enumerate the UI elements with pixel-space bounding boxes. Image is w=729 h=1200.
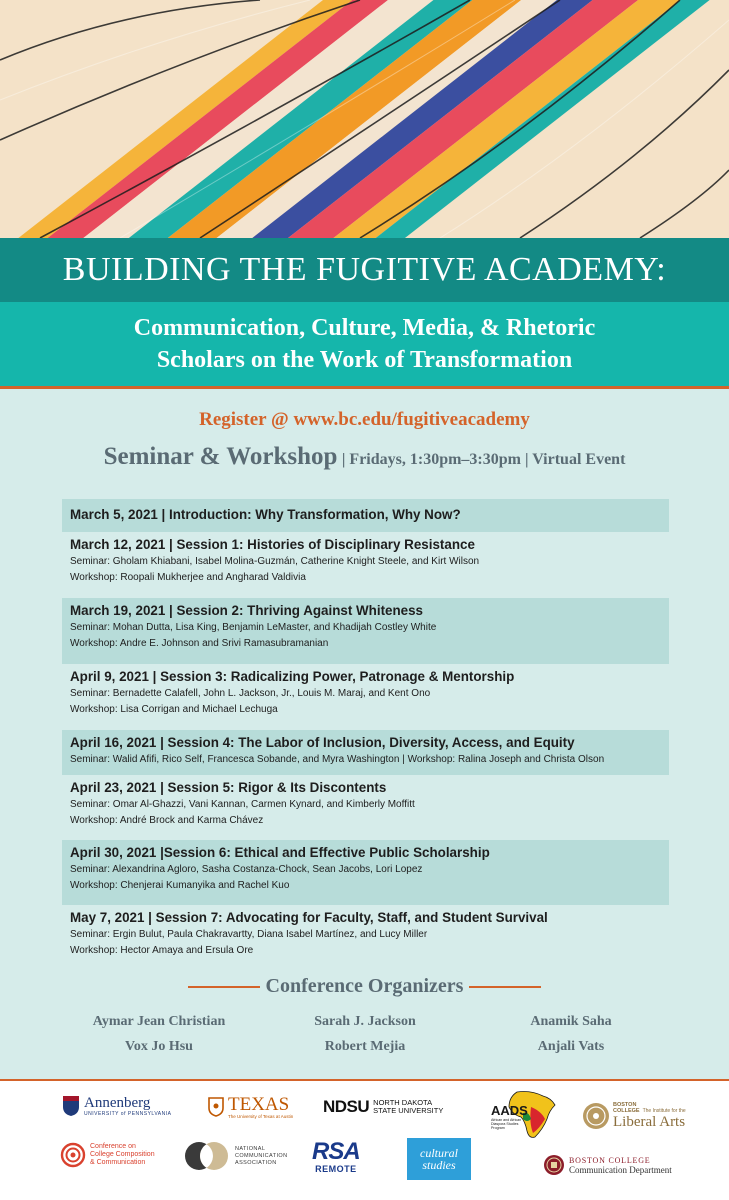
- organizer-name: Anjali Vats: [537, 1039, 605, 1054]
- organizer-name: Sarah J. Jackson: [314, 1014, 416, 1029]
- bc-seal-icon: [543, 1154, 565, 1176]
- register-link[interactable]: Register @ www.bc.edu/fugitiveacademy: [199, 409, 530, 430]
- annenberg-sub: UNIVERSITY of PENNSYLVANIA: [84, 1110, 172, 1117]
- session-workshop: Workshop: André Brock and Karma Chávez: [70, 815, 264, 826]
- organizer-name: Anamik Saha: [530, 1014, 612, 1029]
- organizer-name: Vox Jo Hsu: [125, 1039, 193, 1054]
- penn-shield-icon: [62, 1095, 80, 1117]
- annenberg-name: Annenberg: [84, 1094, 151, 1111]
- aads-logo: [487, 1089, 565, 1141]
- cccc-logo: [60, 1142, 155, 1168]
- nca-logo: [184, 1141, 287, 1171]
- session-heading: May 7, 2021 | Session 7: Advocating for Faculty, Staff, and Student Survival: [70, 910, 548, 925]
- organizers-heading: [0, 975, 729, 998]
- session-seminar: Seminar: Ergin Bulut, Paula Chakravartty, Diana Isabel Martínez, and Lucy Miller: [70, 929, 428, 940]
- patterned-fabric-illustration: [0, 0, 729, 238]
- nca-line-1: NATIONAL: [235, 1145, 266, 1152]
- page-title: BUILDING THE FUGITIVE ACADEMY:: [62, 251, 667, 288]
- annenberg-logo: [62, 1095, 171, 1117]
- session-4: [62, 730, 669, 775]
- subtitle-line-1: Communication, Culture, Media, & Rhetoric: [133, 315, 596, 341]
- session-seminar: Seminar: Alexandrina Agloro, Sasha Costanza-Chock, Sean Jacobs, Lori Lopez: [70, 864, 423, 875]
- bc-comm-line-2: Communication Department: [569, 1164, 672, 1175]
- hero-artwork: [0, 0, 729, 238]
- bc-comm-line-1: BOSTON COLLEGE: [569, 1155, 651, 1165]
- session-seminar: Seminar: Walid Afifi, Rico Self, Francesca Sobande, and Myra Washington | Workshop: Ralina Joseph and Christa Olson: [70, 754, 605, 765]
- nca-line-2: COMMUNICATION: [235, 1152, 288, 1159]
- session-7: [62, 905, 669, 967]
- rsa-remote-logo: [312, 1140, 360, 1174]
- session-intro: [62, 499, 669, 532]
- organizer-name: Aymar Jean Christian: [92, 1014, 226, 1029]
- session-heading: April 16, 2021 | Session 4: The Labor of Inclusion, Diversity, Access, and Equity: [70, 735, 575, 750]
- session-workshop: Workshop: Andre E. Johnson and Srivi Ramasubramanian: [70, 638, 329, 649]
- session-seminar: Seminar: Bernadette Calafell, John L. Jackson, Jr., Louis M. Maraj, and Kent Ono: [70, 688, 431, 699]
- aads-line-1: African and African: [491, 1118, 522, 1122]
- session-heading: March 19, 2021 | Session 2: Thriving Against Whiteness: [70, 603, 424, 618]
- aads-line-2: Diaspora Studies: [491, 1122, 519, 1126]
- bc-liberal-line-4: Liberal Arts: [613, 1114, 686, 1130]
- ndsu-name: NDSU: [323, 1097, 370, 1116]
- nca-line-3: ASSOCIATION: [235, 1159, 277, 1166]
- organizers-title: Conference Organizers: [265, 975, 464, 997]
- sponsor-footer: [0, 1081, 729, 1200]
- aads-name: AADS: [491, 1103, 528, 1118]
- nca-circles-icon: [184, 1141, 230, 1171]
- session-seminar: Seminar: Mohan Dutta, Lisa King, Benjamin LeMaster, and Khadijah Costley White: [70, 622, 437, 633]
- session-seminar: Seminar: Gholam Khiabani, Isabel Molina-Guzmán, Catherine Knight Steele, and Kirt Wilson: [70, 556, 480, 567]
- session-heading: March 5, 2021 | Introduction: Why Transformation, Why Now?: [70, 507, 461, 522]
- main-panel: [0, 389, 729, 1079]
- divider-left: [188, 986, 260, 988]
- cccc-line-3: & Communication: [90, 1159, 146, 1166]
- ndsu-line-1: NORTH DAKOTA: [373, 1098, 433, 1107]
- texas-name: TEXAS: [228, 1094, 290, 1115]
- session-3: [62, 664, 669, 730]
- session-workshop: Workshop: Hector Amaya and Ersula Ore: [70, 945, 254, 956]
- organizer-name: Robert Mejia: [324, 1039, 406, 1054]
- session-workshop: Workshop: Chenjerai Kumanyika and Rachel Kuo: [70, 880, 290, 891]
- session-heading: April 30, 2021 |Session 6: Ethical and Effective Public Scholarship: [70, 845, 490, 860]
- bc-communication-logo: [543, 1154, 672, 1176]
- session-workshop: Workshop: Lisa Corrigan and Michael Lechuga: [70, 704, 278, 715]
- event-details: | Fridays, 1:30pm–3:30pm | Virtual Event: [341, 451, 626, 468]
- ndsu-logo: [323, 1097, 443, 1117]
- title-band: [0, 238, 729, 302]
- bc-liberal-arts-logo: [582, 1102, 686, 1130]
- session-5: [62, 775, 669, 840]
- cultural-line-2: studies: [422, 1158, 456, 1172]
- session-schedule: [62, 499, 669, 967]
- texas-sub: The University of Texas at Austin: [228, 1114, 294, 1119]
- bc-liberal-line-3: The Institute for the: [642, 1108, 686, 1114]
- cccc-line-2: College Composition: [90, 1151, 155, 1158]
- cultural-studies-logo: [407, 1138, 471, 1180]
- subtitle-line-2: Scholars on the Work of Transformation: [156, 347, 573, 373]
- texas-logo: [208, 1095, 293, 1119]
- subtitle-band: [0, 302, 729, 386]
- cccc-circles-icon: [60, 1142, 86, 1168]
- bc-seal-icon: [582, 1102, 610, 1130]
- session-heading: March 12, 2021 | Session 1: Histories of Disciplinary Resistance: [70, 537, 475, 552]
- divider-right: [469, 986, 541, 988]
- rsa-sub: REMOTE: [315, 1164, 357, 1174]
- session-1: [62, 532, 669, 598]
- cultural-line-1: cultural: [420, 1146, 458, 1160]
- ndsu-line-2: STATE UNIVERSITY: [373, 1106, 444, 1115]
- rsa-name: RSA: [312, 1138, 360, 1165]
- event-line: [0, 443, 729, 471]
- bc-liberal-line-2: COLLEGE: [613, 1108, 640, 1114]
- session-2: [62, 598, 669, 664]
- bc-liberal-line-1: BOSTON: [613, 1102, 637, 1108]
- session-seminar: Seminar: Omar Al-Ghazzi, Vani Kannan, Carmen Kynard, and Kimberly Moffitt: [70, 799, 415, 810]
- session-6: [62, 840, 669, 905]
- session-workshop: Workshop: Roopali Mukherjee and Angharad Valdivia: [70, 572, 306, 583]
- cccc-line-1: Conference on: [90, 1143, 136, 1150]
- session-heading: April 23, 2021 | Session 5: Rigor & Its Discontents: [70, 780, 387, 795]
- texas-seal-icon: [208, 1097, 224, 1117]
- event-kind: Seminar & Workshop: [103, 443, 338, 470]
- aads-line-3: Program: [491, 1126, 505, 1130]
- session-heading: April 9, 2021 | Session 3: Radicalizing Power, Patronage & Mentorship: [70, 669, 515, 684]
